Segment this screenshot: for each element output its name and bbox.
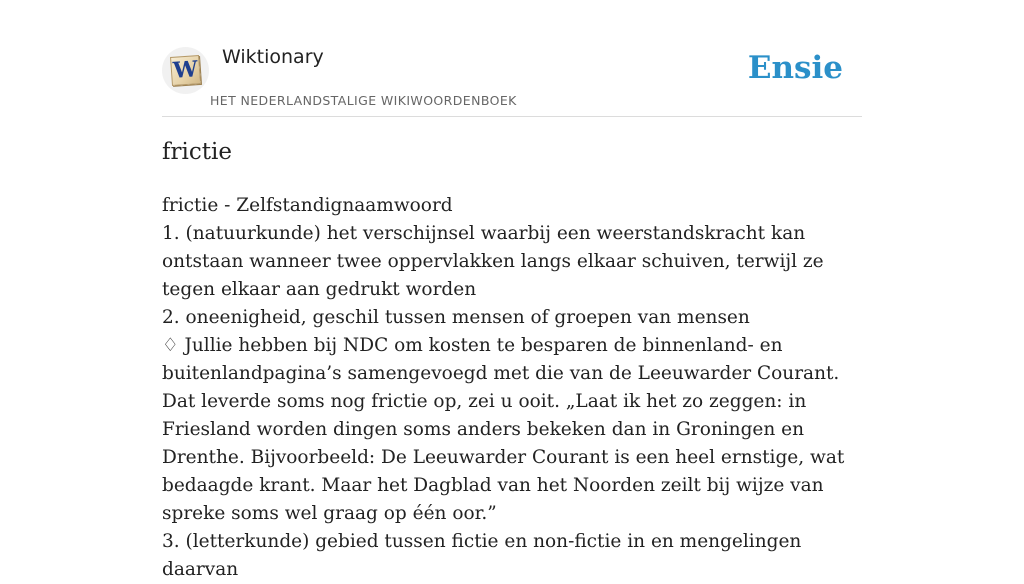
definition-2: 2. oneenigheid, geschil tussen mensen of groepen van mensen (162, 307, 750, 328)
entry-content (162, 192, 862, 584)
wiktionary-tile-icon (170, 55, 201, 86)
site-subtitle: HET NEDERLANDSTALIGE WIKIWOORDENBOEK (210, 93, 517, 108)
logo-letter: W (172, 56, 199, 84)
example-quote: ♢ Jullie hebben bij NDC om kosten te besparen de binnenland- en buitenlandpagina’s samengevoegd met die van de Leeuwarder Courant. Dat leverde soms nog frictie op, zei u ooit. „Laat ik het zo zeggen: in Friesland worden dingen soms anders bekeken dan in Groningen en Drenthe. Bijvoorbeeld: De Leeuwarder Courant is een heel ernstige, wat bedaagde krant. Maar het Dagblad van het Noorden zeilt bij wijze van spreke soms wel graag op één oor.” (162, 335, 845, 524)
wiktionary-logo[interactable] (162, 47, 209, 94)
page-title: frictie (162, 139, 232, 165)
definition-1: 1. (natuurkunde) het verschijnsel waarbij een weerstandskracht kan ontstaan wanneer twee oppervlakken langs elkaar schuiven, terwijl ze tegen elkaar aan gedrukt worden (162, 223, 824, 300)
entry-heading: frictie - Zelfstandignaamwoord (162, 195, 453, 216)
site-header (162, 40, 862, 117)
ensie-brand-link[interactable]: Ensie (747, 50, 843, 86)
definition-3: 3. (letterkunde) gebied tussen fictie en non-fictie in en mengelingen daarvan (162, 531, 802, 580)
site-name[interactable]: Wiktionary (222, 46, 324, 68)
